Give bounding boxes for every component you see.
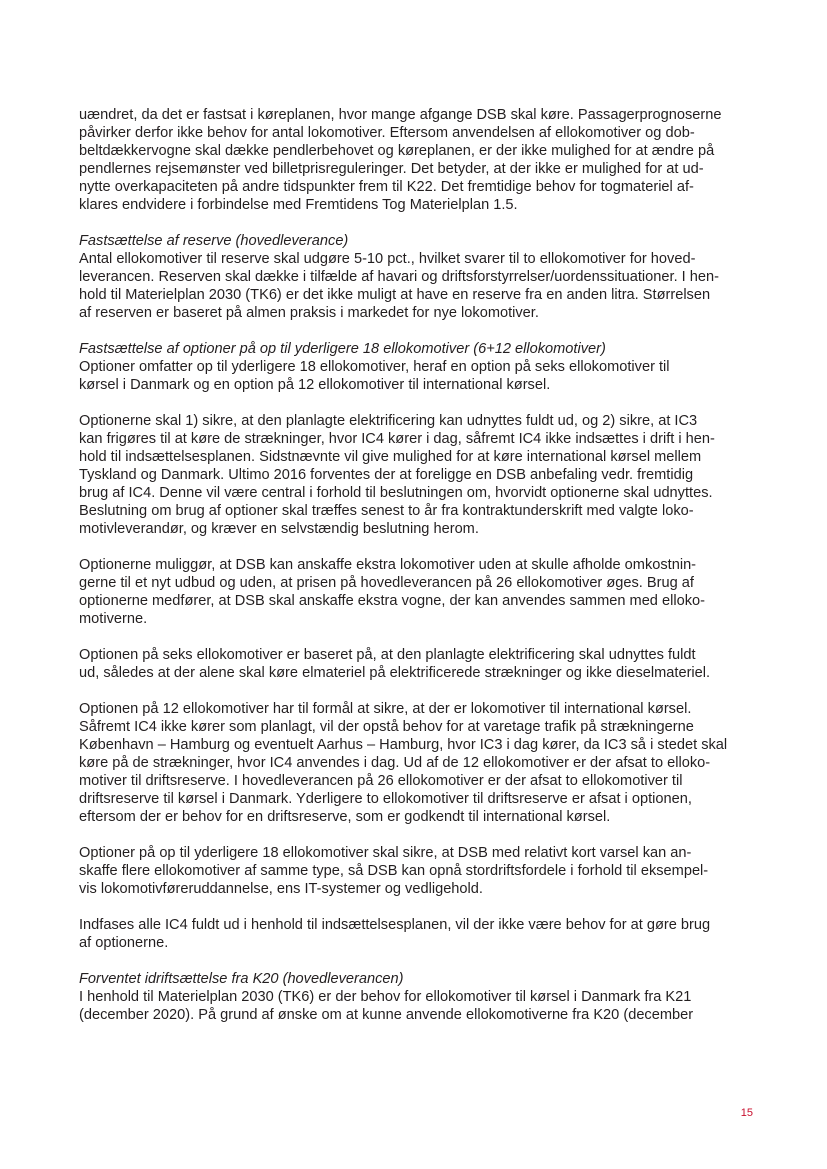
text-line: hold til Materielplan 2030 (TK6) er det ikke muligt at have en reserve fra en anden litra. Størrelsen (79, 287, 711, 303)
text-line: hold til indsættelsesplanen. Sidstnævnte vil give mulighed for at køre international kørsel mellem (79, 449, 702, 465)
text-line: driftsreserve til kørsel i Danmark. Yderligere to ellokomotiver til driftsreserve er afsat i optionen, (79, 791, 692, 807)
text-line: Optioner omfatter op til yderligere 18 ellokomotiver, heraf en option på seks ellokomotiver til (79, 359, 670, 375)
text-line: København – Hamburg og eventuelt Aarhus – Hamburg, hvor IC3 i dag kører, da IC3 så i stedet skal (79, 737, 728, 753)
paragraph-gap (79, 322, 747, 340)
text-line: Optioner på op til yderligere 18 ellokomotiver skal sikre, at DSB med relativt kort varsel kan an- (79, 845, 692, 861)
text-line: Optionerne muliggør, at DSB kan anskaffe ekstra lokomotiver uden at skulle afholde omkostnin- (79, 557, 697, 573)
text-line: eftersom der er behov for en driftsreserve, som er godkendt til international kørsel. (79, 809, 611, 825)
text-line: optionerne medfører, at DSB skal anskaffe ekstra vogne, der kan anvendes sammen med elloko- (79, 593, 705, 609)
text-line: beltdækkervogne skal dække pendlerbehovet og køreplanen, er der ikke mulighed for at ændre på (79, 143, 715, 159)
text-line: skaffe flere ellokomotiver af samme type, så DSB kan opnå stordriftsfordele i forhold til eksempel- (79, 863, 709, 879)
text-line: motiverne. (79, 611, 148, 627)
text-line: (december 2020). På grund af ønske om at kunne anvende ellokomotiverne fra K20 (december (79, 1007, 694, 1023)
document-body (79, 106, 747, 1024)
paragraph-gap (79, 682, 747, 700)
paragraph (79, 556, 747, 628)
paragraph-gap (79, 826, 747, 844)
paragraph (79, 340, 747, 394)
text-line: af reserven er baseret på almen praksis i markedet for nye lokomotiver. (79, 305, 539, 321)
paragraph (79, 106, 747, 214)
paragraph-gap (79, 628, 747, 646)
text-line: påvirker derfor ikke behov for antal lokomotiver. Eftersom anvendelsen af ellokomotiver og dob- (79, 125, 695, 141)
text-line: ud, således at der alene skal køre elmateriel på elektrificerede strækninger og ikke dieselmateriel. (79, 665, 711, 681)
text-line: Optionerne skal 1) sikre, at den planlagte elektrificering kan udnyttes fuldt ud, og 2) sikre, at IC3 (79, 413, 698, 429)
text-line: motivleverandør, og kræver en selvstændig beslutning herom. (79, 521, 479, 537)
text-line: brug af IC4. Denne vil være central i forhold til beslutningen om, hvorvidt optionerne skal udnyttes. (79, 485, 713, 501)
section-heading: Fastsættelse af optioner på op til yderligere 18 ellokomotiver (6+12 ellokomotiver) (79, 341, 606, 357)
paragraph (79, 646, 747, 682)
text-line: Beslutning om brug af optioner skal træffes senest to år fra kontraktunderskrift med valgte loko- (79, 503, 694, 519)
text-line: I henhold til Materielplan 2030 (TK6) er der behov for ellokomotiver til kørsel i Danmark fra K21 (79, 989, 692, 1005)
paragraph-gap (79, 952, 747, 970)
paragraph (79, 916, 747, 952)
text-line: klares endvidere i forbindelse med Fremtidens Tog Materielplan 1.5. (79, 197, 518, 213)
text-line: gerne til et nyt udbud og uden, at prisen på hovedleverancen på 26 ellokomotiver øges. Brug af (79, 575, 694, 591)
text-line: Tyskland og Danmark. Ultimo 2016 forventes der at foreligge en DSB anbefaling vedr. fremtidig (79, 467, 694, 483)
page-number: 15 (740, 1107, 753, 1119)
text-line: uændret, da det er fastsat i køreplanen, hvor mange afgange DSB skal køre. Passagerprognoserne (79, 107, 722, 123)
paragraph (79, 700, 747, 826)
text-line: nytte overkapaciteten på andre tidspunkter frem til K22. Det fremtidige behov for togmateriel af- (79, 179, 694, 195)
section-heading: Forventet idriftsættelse fra K20 (hovedleverancen) (79, 971, 404, 987)
text-line: af optionerne. (79, 935, 169, 951)
text-line: vis lokomotivføreruddannelse, ens IT-systemer og vedligehold. (79, 881, 483, 897)
paragraph (79, 412, 747, 538)
text-line: motiver til driftsreserve. I hovedleverancen på 26 ellokomotiver er der afsat to ellokomotiver til (79, 773, 683, 789)
text-line: Såfremt IC4 ikke kører som planlagt, vil der opstå behov for at varetage trafik på strækningerne (79, 719, 694, 735)
text-line: Optionen på 12 ellokomotiver har til formål at sikre, at der er lokomotiver til international kørsel. (79, 701, 692, 717)
text-line: kan frigøres til at køre de strækninger, hvor IC4 kører i dag, såfremt IC4 ikke indsættes i drift i hen- (79, 431, 715, 447)
paragraph (79, 970, 747, 1024)
section-heading: Fastsættelse af reserve (hovedleverance) (79, 233, 349, 249)
text-line: leverancen. Reserven skal dække i tilfælde af havari og driftsforstyrrelser/uordenssituationer. I hen- (79, 269, 719, 285)
text-line: Optionen på seks ellokomotiver er baseret på, at den planlagte elektrificering skal udnyttes fuldt (79, 647, 696, 663)
text-line: pendlernes rejsemønster ved billetprisreguleringer. Det betyder, at der ikke er mulighed for at ud- (79, 161, 704, 177)
text-line: køre på de strækninger, hvor IC4 anvendes i dag. Ud af de 12 ellokomotiver er der afsat to elloko- (79, 755, 711, 771)
paragraph-gap (79, 538, 747, 556)
paragraph (79, 844, 747, 898)
paragraph (79, 232, 747, 322)
text-line: Antal ellokomotiver til reserve skal udgøre 5-10 pct., hvilket svarer til to ellokomotiver for hoved- (79, 251, 696, 267)
text-line: Indfases alle IC4 fuldt ud i henhold til indsættelsesplanen, vil der ikke være behov for at gøre brug (79, 917, 711, 933)
paragraph-gap (79, 214, 747, 232)
text-line: kørsel i Danmark og en option på 12 ellokomotiver til international kørsel. (79, 377, 551, 393)
paragraph-gap (79, 394, 747, 412)
paragraph-gap (79, 898, 747, 916)
